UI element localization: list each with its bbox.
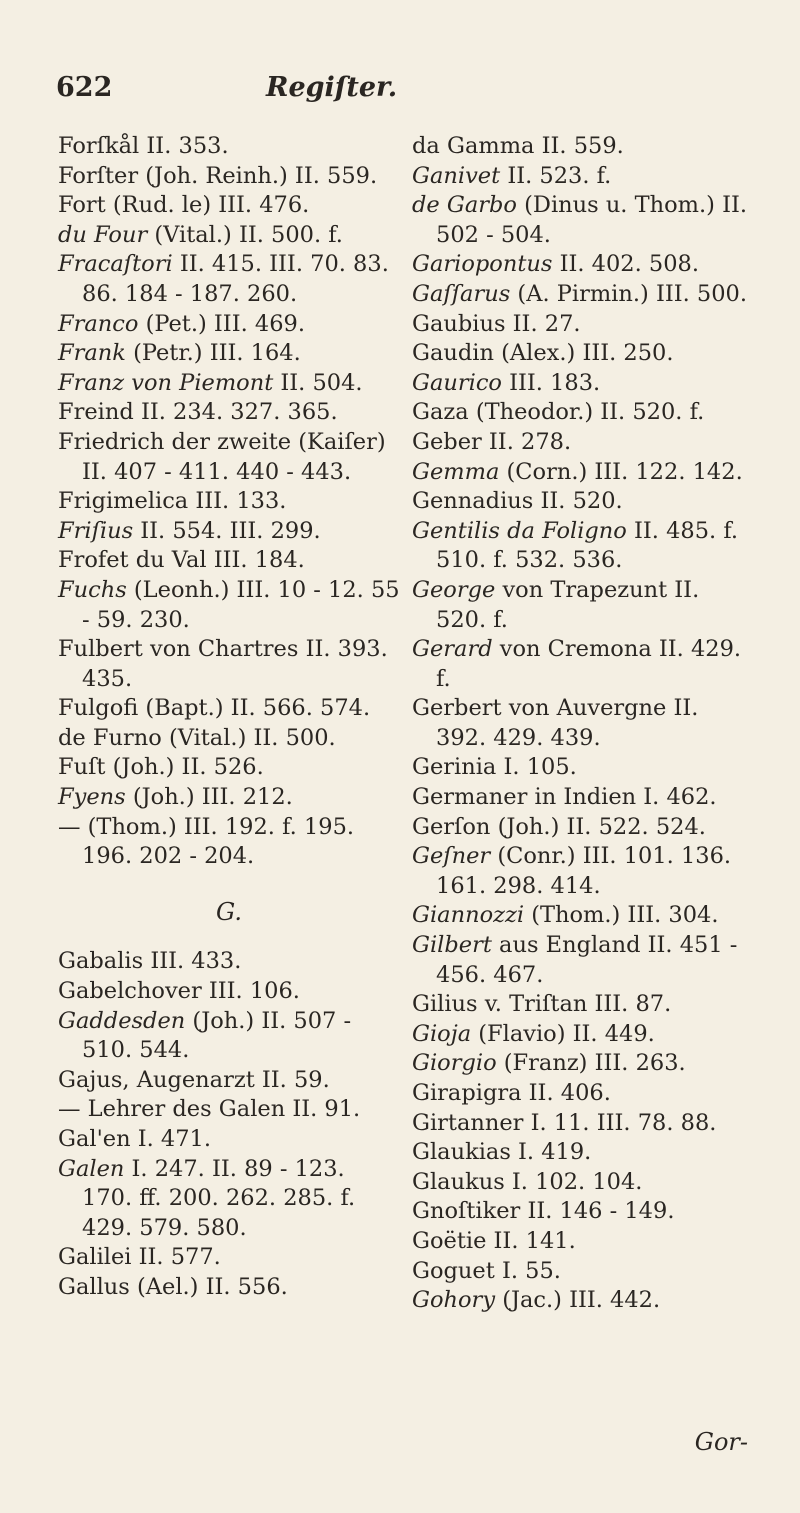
entry-name: de Garbo bbox=[412, 192, 517, 219]
entry-refs: I. 102. 104. bbox=[511, 1168, 643, 1195]
entry-refs: (Joh.) II. 507 - 510. 544. bbox=[82, 1007, 352, 1064]
entry-name: Giannozzi bbox=[412, 902, 525, 929]
entry-refs: (Pet.) III. 469. bbox=[145, 310, 305, 337]
entry-refs: I. 247. II. 89 - 123. 170. ff. 200. 262. 285. f. 429. 579. 580. bbox=[82, 1155, 356, 1241]
entry-refs: in Indien I. 462. bbox=[534, 784, 717, 811]
entry-refs: II. 353. bbox=[146, 133, 229, 159]
index-entry bbox=[58, 576, 400, 635]
index-entry bbox=[412, 931, 754, 990]
entry-refs: II. 141. bbox=[493, 1227, 576, 1254]
entry-refs: v. Triſtan III. 87. bbox=[484, 991, 672, 1018]
entry-name: Gariopontus bbox=[412, 251, 553, 278]
index-entry bbox=[412, 398, 754, 428]
entry-refs: aus England II. 451 - 456. 467. bbox=[436, 932, 738, 988]
entry-refs: (Vital.) II. 500. bbox=[168, 724, 336, 751]
entry-name: Freind bbox=[58, 399, 134, 426]
index-entry bbox=[58, 221, 400, 251]
entry-refs: II. 485. f. 510. f. 532. 536. bbox=[436, 517, 739, 574]
index-entry bbox=[58, 517, 400, 547]
index-entry bbox=[412, 901, 754, 931]
entry-name: Fracaſtori bbox=[58, 251, 173, 278]
entry-refs: III. 433. bbox=[150, 948, 242, 975]
entry-name: Gemma bbox=[412, 458, 500, 485]
index-entry bbox=[58, 369, 400, 399]
index-entry bbox=[412, 517, 754, 576]
entry-refs: II. 559. bbox=[541, 133, 624, 159]
entry-name: Frank bbox=[58, 340, 126, 367]
entry-name: Glaukias bbox=[412, 1139, 511, 1166]
entry-refs: (Joh.) III. 212. bbox=[132, 784, 293, 811]
index-entry bbox=[412, 1168, 754, 1198]
index-entry bbox=[412, 1079, 754, 1109]
entry-name: Gennadius bbox=[412, 488, 534, 515]
index-entry bbox=[412, 1109, 754, 1139]
entry-refs: der zweite (Kaiſer) II. 407 - 411. 440 - 443. bbox=[82, 428, 386, 485]
entry-name: Galen bbox=[58, 1155, 125, 1182]
entry-refs: (Ael.) II. 556. bbox=[136, 1273, 288, 1300]
entry-name: Giorgio bbox=[412, 1050, 497, 1077]
entry-name: Franz von Piemont bbox=[58, 369, 274, 396]
index-entry bbox=[58, 250, 400, 309]
entry-refs: III. 133. bbox=[195, 488, 287, 515]
entry-name: Germaner bbox=[412, 784, 528, 811]
entry-refs: (Joh.) II. 522. 524. bbox=[497, 813, 706, 840]
entry-refs: (Petr.) III. 164. bbox=[133, 340, 301, 367]
entry-refs: (Theodor.) II. 520. f. bbox=[475, 399, 705, 426]
entry-name: Gaudin bbox=[412, 340, 494, 367]
entry-refs: (Thom.) III. 304. bbox=[531, 902, 719, 929]
section-letter: G. bbox=[216, 897, 242, 926]
entry-refs: I. 419. bbox=[518, 1139, 592, 1166]
entry-refs: (A. Pirmin.) III. 500. bbox=[517, 280, 748, 307]
index-entry bbox=[58, 191, 400, 221]
index-entry bbox=[412, 1286, 754, 1316]
entry-refs: (Thom.) III. 192. f. 195. 196. 202 - 204. bbox=[82, 813, 355, 870]
entry-name: Gajus, bbox=[58, 1066, 130, 1093]
index-entry bbox=[58, 398, 400, 428]
entry-refs: I. 105. bbox=[503, 754, 577, 781]
index-entry bbox=[58, 132, 400, 162]
index-entry bbox=[412, 487, 754, 517]
index-entry bbox=[58, 753, 400, 783]
index-entry bbox=[58, 724, 400, 754]
index-entry bbox=[412, 132, 754, 162]
entry-refs: (Vital.) II. 500. f. bbox=[154, 221, 343, 248]
entry-name: Gallus bbox=[58, 1273, 130, 1300]
entry-name: Forſter bbox=[58, 162, 139, 189]
entry-refs: von Chartres II. 393. 435. bbox=[82, 636, 388, 692]
entry-refs: von Trapezunt II. 520. f. bbox=[436, 576, 700, 633]
index-entry bbox=[412, 1257, 754, 1287]
entry-refs: I. 55. bbox=[501, 1257, 561, 1284]
index-entry bbox=[412, 191, 754, 250]
entry-name: Fulbert bbox=[58, 636, 143, 663]
entry-name: Gerbert bbox=[412, 695, 502, 722]
entry-refs: (Conr.) III. 101. 136. 161. 298. 414. bbox=[436, 843, 732, 899]
index-entry bbox=[58, 162, 400, 192]
entry-name: Frofet bbox=[58, 547, 129, 574]
entry-refs: III. 106. bbox=[208, 978, 300, 1005]
entry-name: de Furno bbox=[58, 724, 162, 751]
index-entry bbox=[58, 1066, 400, 1096]
entry-name: Franco bbox=[58, 310, 139, 337]
left-column bbox=[58, 132, 400, 1303]
index-entry bbox=[58, 635, 400, 694]
index-entry bbox=[412, 842, 754, 901]
index-entry bbox=[412, 369, 754, 399]
entry-name: — bbox=[58, 1096, 81, 1123]
index-entry bbox=[412, 990, 754, 1020]
index-entry bbox=[58, 1273, 400, 1303]
entry-refs: von Auvergne II. 392. 429. 439. bbox=[436, 695, 699, 751]
entry-name: Frigimelica bbox=[58, 488, 189, 515]
entry-refs: (Franz) III. 263. bbox=[503, 1050, 686, 1077]
index-entry bbox=[58, 1243, 400, 1273]
entry-refs: (Corn.) III. 122. 142. bbox=[506, 458, 743, 485]
index-entry bbox=[58, 487, 400, 517]
index-entry bbox=[412, 1227, 754, 1257]
entry-name: Galilei bbox=[58, 1244, 132, 1271]
entry-refs: Lehrer des Galen II. 91. bbox=[87, 1096, 361, 1123]
index-entry bbox=[412, 1138, 754, 1168]
entry-name: da Gamma bbox=[412, 133, 535, 159]
entry-refs: II. 520. bbox=[540, 488, 623, 515]
index-entry bbox=[412, 1197, 754, 1227]
entry-name: Gal'en bbox=[58, 1126, 131, 1152]
entry-name: Goëtie bbox=[412, 1227, 487, 1254]
entry-refs: II. 523. f. bbox=[507, 162, 612, 189]
index-entry bbox=[412, 753, 754, 783]
index-entry bbox=[412, 458, 754, 488]
entry-name: du Four bbox=[58, 221, 148, 248]
entry-name: Geſner bbox=[412, 843, 491, 870]
index-entry bbox=[58, 1125, 400, 1155]
entry-refs: III. 183. bbox=[509, 369, 601, 396]
index-entry bbox=[412, 576, 754, 635]
index-entry bbox=[58, 1007, 400, 1066]
entry-refs: I. 11. III. 78. 88. bbox=[530, 1109, 717, 1136]
entry-name: Friedrich bbox=[58, 428, 165, 455]
entry-refs: II. 415. III. 70. 83. 86. 184 - 187. 260. bbox=[82, 251, 389, 307]
entry-name: Ganivet bbox=[412, 162, 501, 189]
entry-refs: (Bapt.) II. 566. 574. bbox=[145, 695, 371, 722]
entry-refs: (Joh. Reinh.) II. 559. bbox=[145, 162, 378, 189]
index-entry bbox=[412, 428, 754, 458]
entry-name: Goguet bbox=[412, 1257, 495, 1284]
index-entry bbox=[412, 280, 754, 310]
page-header bbox=[56, 72, 756, 108]
index-entry bbox=[412, 635, 754, 694]
index-entry bbox=[412, 783, 754, 813]
index-entry bbox=[58, 1155, 400, 1244]
entry-name: Gaza bbox=[412, 399, 469, 426]
index-entry bbox=[412, 694, 754, 753]
index-entry bbox=[412, 162, 754, 192]
index-entry bbox=[58, 428, 400, 487]
entry-refs: (Alex.) III. 250. bbox=[501, 340, 674, 367]
entry-name: Gaurico bbox=[412, 369, 502, 396]
entry-refs: II. 577. bbox=[138, 1244, 221, 1271]
index-entry bbox=[58, 339, 400, 369]
index-entry bbox=[412, 1049, 754, 1079]
entry-name: George bbox=[412, 576, 496, 603]
entry-name: Geber bbox=[412, 428, 482, 455]
entry-name: Girtanner bbox=[412, 1109, 524, 1136]
entry-name: Gilius bbox=[412, 991, 478, 1018]
entry-refs: II. 234. 327. 365. bbox=[140, 399, 338, 426]
entry-name: Fuchs bbox=[58, 576, 127, 603]
entry-name: Fuſt bbox=[58, 754, 106, 781]
entry-name: Gnoſtiker bbox=[412, 1198, 521, 1225]
entry-name: Gerſon bbox=[412, 813, 491, 840]
entry-refs: (Jac.) III. 442. bbox=[502, 1287, 661, 1314]
entry-refs: II. 504. bbox=[280, 369, 363, 396]
entry-refs: (Joh.) II. 526. bbox=[112, 754, 264, 781]
entry-refs: Augenarzt II. 59. bbox=[136, 1066, 330, 1093]
running-title: Regiſter. bbox=[266, 72, 398, 103]
index-entry bbox=[412, 310, 754, 340]
index-entry bbox=[412, 1020, 754, 1050]
entry-name: Girapigra bbox=[412, 1080, 522, 1106]
index-entry bbox=[58, 977, 400, 1007]
entry-refs: (Rud. le) III. 476. bbox=[112, 192, 310, 219]
entry-name: Gilbert bbox=[412, 932, 492, 959]
entry-name: Gohory bbox=[412, 1287, 496, 1314]
index-entry bbox=[412, 339, 754, 369]
entry-name: Gentilis da Foligno bbox=[412, 517, 627, 544]
entry-name: Gerinia bbox=[412, 754, 497, 781]
entry-refs: II. 27. bbox=[512, 310, 581, 337]
entry-refs: II. 146 - 149. bbox=[527, 1198, 675, 1225]
index-entry bbox=[58, 947, 400, 977]
index-entry bbox=[58, 694, 400, 724]
entry-refs: II. 402. 508. bbox=[559, 251, 699, 278]
index-entry bbox=[58, 813, 400, 872]
page-number: 622 bbox=[56, 72, 113, 103]
entry-refs: (Flavio) II. 449. bbox=[478, 1020, 655, 1047]
entry-refs: (Dinus u. Thom.) II. 502 - 504. bbox=[436, 192, 748, 248]
entry-name: Gerard bbox=[412, 636, 493, 663]
entry-refs: (Leonh.) III. 10 - 12. 55 - 59. 230. bbox=[82, 576, 400, 633]
entry-name: Glaukus bbox=[412, 1168, 505, 1195]
entry-name: Gaubius bbox=[412, 310, 506, 337]
index-entry bbox=[58, 546, 400, 576]
entry-refs: II. 554. III. 299. bbox=[140, 517, 321, 544]
entry-name: Forſkål bbox=[58, 133, 140, 159]
entry-name: Friſius bbox=[58, 517, 134, 544]
entry-name: Gaſſarus bbox=[412, 280, 511, 307]
index-entry bbox=[412, 250, 754, 280]
entry-name: Gioja bbox=[412, 1020, 472, 1047]
index-entry bbox=[58, 1095, 400, 1125]
entry-refs: von Cremona II. 429. f. bbox=[436, 636, 742, 692]
entry-name: Gaddesden bbox=[58, 1007, 186, 1034]
entry-refs: II. 278. bbox=[488, 428, 572, 455]
index-entry bbox=[58, 310, 400, 340]
entry-name: Fort bbox=[58, 192, 106, 219]
entry-refs: II. 406. bbox=[528, 1080, 611, 1106]
entry-refs: I. 471. bbox=[137, 1126, 212, 1152]
right-column bbox=[412, 132, 754, 1316]
entry-name: — bbox=[58, 813, 81, 840]
entry-name: Fyens bbox=[58, 784, 126, 811]
entry-name: Gabelchover bbox=[58, 978, 202, 1005]
entry-name: Gabalis bbox=[58, 948, 144, 975]
entry-refs: du Val III. 184. bbox=[135, 547, 305, 574]
index-entry bbox=[58, 783, 400, 813]
entry-name: Fulgofi bbox=[58, 695, 139, 722]
index-entry bbox=[412, 813, 754, 843]
catchword: Gor- bbox=[694, 1428, 748, 1456]
